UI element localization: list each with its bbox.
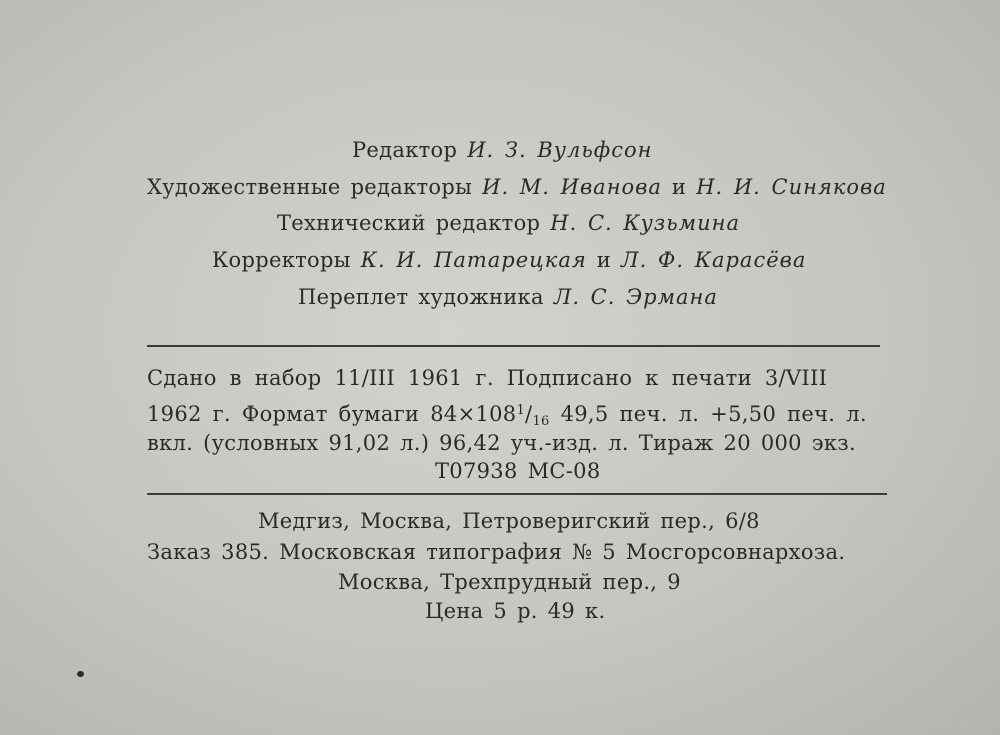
art-editors-line [147, 174, 887, 200]
art-editors-role: Художественные редакторы [147, 175, 473, 199]
format-text: 1962 г. Формат бумаги 84×108 [147, 402, 517, 426]
divider-top [147, 345, 880, 347]
format-fraction-numerator: 1 [516, 403, 526, 418]
proofreader-name-2: Л. Ф. Карасёва [621, 248, 807, 272]
art-editor-name-2: Н. И. Синякова [696, 175, 887, 199]
tech-editor-name: Н. С. Кузьмина [550, 211, 740, 235]
watermark: meshok.by [939, 720, 994, 731]
format-fraction-slash: / [525, 402, 533, 426]
editor-line [352, 137, 652, 163]
binding-artist-name: Л. С. Эрмана [553, 285, 718, 309]
art-editor-name-1: И. М. Иванова [482, 175, 662, 199]
format-fraction-denominator: 16 [532, 414, 550, 429]
publisher-line-2: Заказ 385. Московская типография № 5 Мосгорсовнархоза. [147, 540, 846, 564]
editor-role: Редактор [352, 138, 458, 162]
print-info-line-4: Т07938 МС-08 [435, 459, 601, 483]
price-line: Цена 5 р. 49 к. [425, 599, 606, 623]
paper-speck [77, 671, 84, 677]
sheets-text: 49,5 печ. л. +5,50 печ. л. [549, 402, 867, 426]
publisher-line-1: Медгиз, Москва, Петроверигский пер., 6/8 [258, 509, 760, 533]
proofreaders-and: и [596, 248, 612, 272]
divider-bottom [147, 493, 887, 495]
publisher-line-3: Москва, Трехпрудный пер., 9 [338, 570, 681, 594]
tech-editor-line [277, 210, 740, 236]
print-info-line-1: Сдано в набор 11/III 1961 г. Подписано к печати 3/VIII [147, 366, 828, 390]
proofreaders-role: Корректоры [212, 248, 351, 272]
binding-role: Переплет художника [298, 285, 544, 309]
editor-name: И. З. Вульфсон [467, 138, 653, 162]
proofreader-name-1: К. И. Патарецкая [360, 248, 587, 272]
art-editors-and: и [671, 175, 687, 199]
proofreaders-line [212, 247, 806, 273]
binding-line [298, 284, 718, 310]
tech-editor-role: Технический редактор [277, 211, 541, 235]
print-info-line-3: вкл. (условных 91,02 л.) 96,42 уч.-изд. л. Тираж 20 000 экз. [147, 431, 857, 455]
